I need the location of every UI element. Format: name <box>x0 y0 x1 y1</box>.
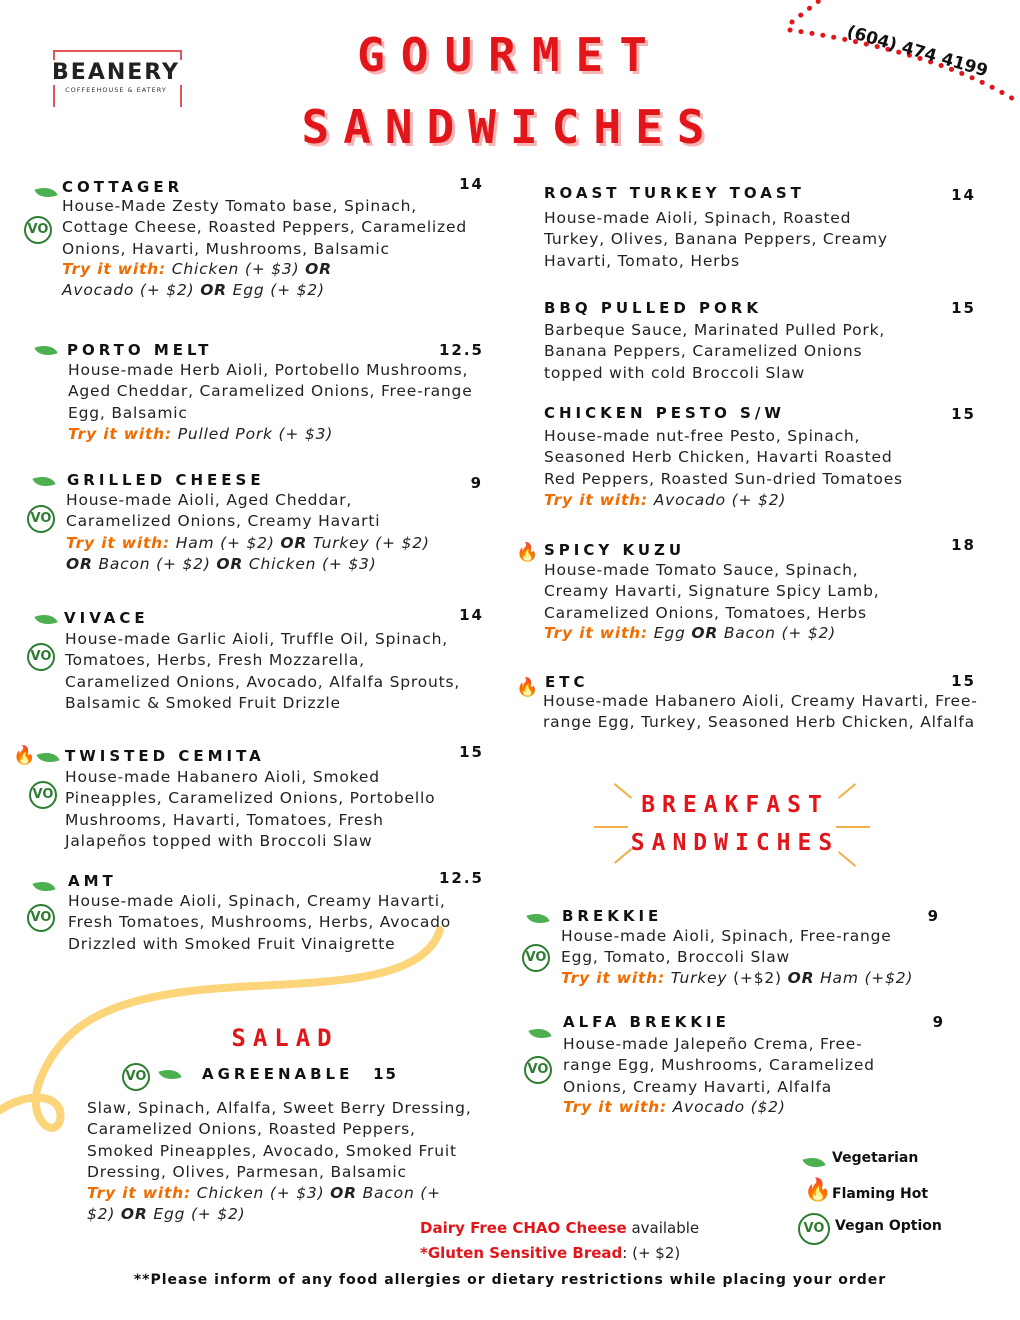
legend-vegan-option: Vegan Option <box>835 1218 942 1234</box>
vegan-option-icon: VO <box>27 904 55 932</box>
menu-item-name: SPICY KUZU <box>544 541 686 559</box>
try-it-with-line: Try it with: Egg OR Bacon (+ $2) <box>544 624 837 642</box>
try-it-with-line: Try it with: Avocado ($2) <box>563 1098 786 1116</box>
menu-item-description: House-made Aioli, Spinach, Roasted Turkey, Olives, Banana Peppers, Creamy Havarti, Tomato, Herbs <box>544 209 888 270</box>
legend-vegetarian: Vegetarian <box>832 1150 919 1166</box>
legend-flaming-hot: Flaming Hot <box>832 1186 929 1202</box>
menu-item-name: BBQ PULLED PORK <box>544 299 762 317</box>
menu-item-name: ALFA BREKKIE <box>563 1013 730 1031</box>
menu-item-description: House-made nut-free Pesto, Spinach, Seasoned Herb Chicken, Havarti Roasted Red Peppers, Roasted Sun-dried Tomatoes <box>544 427 903 488</box>
menu-item-name: TWISTED CEMITA <box>65 747 265 765</box>
menu-item-description: House-made Aioli, Aged Cheddar, Caramelized Onions, Creamy Havarti <box>66 491 381 531</box>
menu-item-price: 15 <box>459 743 484 761</box>
menu-item-description: House-made Habanero Aioli, Smoked Pineapples, Caramelized Onions, Portobello Mushrooms, Havarti, Tomatoes, Fresh Jalapeños topped with Broccoli Slaw <box>65 768 436 851</box>
vegetarian-leaf-icon <box>526 909 549 928</box>
vegetarian-leaf-icon <box>802 1153 825 1172</box>
vegetarian-leaf-icon <box>34 183 57 202</box>
vegetarian-leaf-icon <box>34 610 57 629</box>
menu-item-name: AMT <box>68 872 117 890</box>
vegetarian-leaf-icon <box>32 877 55 896</box>
vegan-option-icon: VO <box>27 643 55 671</box>
try-label: Try it with: <box>544 624 649 642</box>
menu-item-price: 15 <box>373 1065 398 1083</box>
menu-item-price: 14 <box>459 175 484 193</box>
menu-item-description: Barbeque Sauce, Marinated Pulled Pork, Banana Peppers, Caramelized Onions topped with cold Broccoli Slaw <box>544 321 886 382</box>
try-it-with-line: Try it with: Pulled Pork (+ $3) <box>68 425 334 443</box>
allergy-notice: **Please inform of any food allergies or dietary restrictions while placing your order <box>133 1272 887 1288</box>
try-it-with-line: Try it with: Turkey (+$2) OR Ham (+$2) <box>561 969 914 987</box>
decorative-ray <box>836 826 870 828</box>
menu-item-price: 15 <box>951 672 976 690</box>
flaming-hot-icon: 🔥 <box>516 542 539 563</box>
vegan-option-icon: VO <box>122 1063 150 1091</box>
gluten-note: *Gluten Sensitive Bread: (+ $2) <box>420 1244 681 1262</box>
try-label: Try it with: <box>561 969 666 987</box>
menu-item-price: 18 <box>951 536 976 554</box>
try-label: Try it with: <box>544 491 649 509</box>
menu-item-description: House-made Aioli, Spinach, Creamy Havarti, Fresh Tomatoes, Mushrooms, Herbs, Avocado Drizzled with Smoked Fruit Vinaigrette <box>68 892 452 953</box>
flaming-hot-icon: 🔥 <box>13 745 36 766</box>
menu-item-description: House-made Jalepeño Crema, Free-range Egg, Mushrooms, Caramelized Onions, Creamy Havarti, Alfalfa <box>563 1035 875 1096</box>
try-label: Try it with: <box>68 425 173 443</box>
vegetarian-leaf-icon <box>36 748 59 767</box>
vegetarian-leaf-icon <box>32 472 55 491</box>
breakfast-section-title-1: BREAKFAST <box>641 792 829 818</box>
vegan-option-icon: VO <box>798 1213 830 1245</box>
flaming-hot-icon: 🔥 <box>804 1178 832 1203</box>
phone-number: (604) 474 4199 <box>844 22 991 82</box>
menu-item-name: AGREENABLE <box>202 1065 354 1083</box>
try-label: Try it with: <box>62 260 167 278</box>
menu-item-name: VIVACE <box>64 609 149 627</box>
try-it-with-line: Try it with: Chicken (+ $3) OR Avocado (+ $2) OR Egg (+ $2) <box>62 260 332 300</box>
try-it-with-line: Try it with: Ham (+ $2) OR Turkey (+ $2) OR Bacon (+ $2) OR Chicken (+ $3) <box>66 534 430 574</box>
menu-item-price: 12.5 <box>438 869 484 887</box>
menu-item-price: 14 <box>459 606 484 624</box>
decorative-ray <box>594 826 628 828</box>
vegetarian-leaf-icon <box>34 341 57 360</box>
vegan-option-icon: VO <box>524 1056 552 1084</box>
try-it-with-line: Try it with: Avocado (+ $2) <box>544 491 787 509</box>
menu-item-price: 15 <box>951 299 976 317</box>
salad-section-title: SALAD <box>231 1024 339 1052</box>
menu-item-description: House-made Garlic Aioli, Truffle Oil, Spinach, Tomatoes, Herbs, Fresh Mozzarella, Caramelized Onions, Avocado, Alfalfa Sprouts, Balsamic & Smoked Fruit Drizzle <box>65 630 461 713</box>
menu-item-description: House-made Herb Aioli, Portobello Mushrooms, Aged Cheddar, Caramelized Onions, Free-range Egg, Balsamic <box>68 361 473 422</box>
menu-item-description: House-made Aioli, Spinach, Free-range Egg, Tomato, Broccoli Slaw <box>561 927 892 967</box>
try-label: Try it with: <box>563 1098 668 1116</box>
menu-item-description: House-made Tomato Sauce, Spinach, Creamy Havarti, Signature Spicy Lamb, Caramelized Onions, Tomatoes, Herbs <box>544 561 880 622</box>
menu-item-name: CHICKEN PESTO S/W <box>544 404 785 422</box>
title-line-1: GOURMET <box>357 28 663 82</box>
menu-item-price: 15 <box>951 405 976 423</box>
try-label: Try it with: <box>66 534 171 552</box>
dairy-free-note: Dairy Free CHAO Cheese available <box>420 1219 700 1237</box>
logo-tagline: COFFEEHOUSE & EATERY <box>65 86 167 94</box>
menu-item-price: 9 <box>927 907 940 925</box>
menu-item-name: ROAST TURKEY TOAST <box>544 184 805 202</box>
menu-item-description: Slaw, Spinach, Alfalfa, Sweet Berry Dressing, Caramelized Onions, Roasted Peppers, Smoked Pineapples, Avocado, Smoked Fruit Dressing, Olives, Parmesan, Balsamic <box>87 1099 472 1182</box>
menu-item-description: House-Made Zesty Tomato base, Spinach, Cottage Cheese, Roasted Peppers, Caramelized Onions, Havarti, Mushrooms, Balsamic <box>62 197 467 258</box>
menu-item-price: 9 <box>932 1013 945 1031</box>
try-it-with-line: Try it with: Chicken (+ $3) OR Bacon (+ $2) OR Egg (+ $2) <box>87 1184 441 1224</box>
flaming-hot-icon: 🔥 <box>516 677 539 698</box>
menu-item-price: 9 <box>470 474 483 492</box>
menu-item-name: COTTAGER <box>62 178 184 196</box>
menu-item-price: 14 <box>951 186 976 204</box>
menu-item-name: BREKKIE <box>562 907 663 925</box>
vegan-option-icon: VO <box>24 216 52 244</box>
title-line-2: SANDWICHES <box>301 100 719 154</box>
menu-item-name: GRILLED CHEESE <box>67 471 265 489</box>
menu-item-name: PORTO MELT <box>67 341 213 359</box>
vegan-option-icon: VO <box>27 505 55 533</box>
menu-item-price: 12.5 <box>438 341 484 359</box>
vegan-option-icon: VO <box>29 781 57 809</box>
decorative-ray <box>838 783 856 799</box>
try-label: Try it with: <box>87 1184 192 1202</box>
menu-item-description: House-made Habanero Aioli, Creamy Havarti, Free-range Egg, Turkey, Seasoned Herb Chicken, Alfalfa <box>543 692 978 732</box>
vegetarian-leaf-icon <box>528 1024 551 1043</box>
breakfast-section-title-2: SANDWICHES <box>630 830 840 856</box>
decorative-ray <box>838 851 856 867</box>
vegan-option-icon: VO <box>522 944 550 972</box>
logo-brand-name: BEANERY <box>45 60 187 85</box>
menu-item-name: ETC <box>545 673 589 691</box>
